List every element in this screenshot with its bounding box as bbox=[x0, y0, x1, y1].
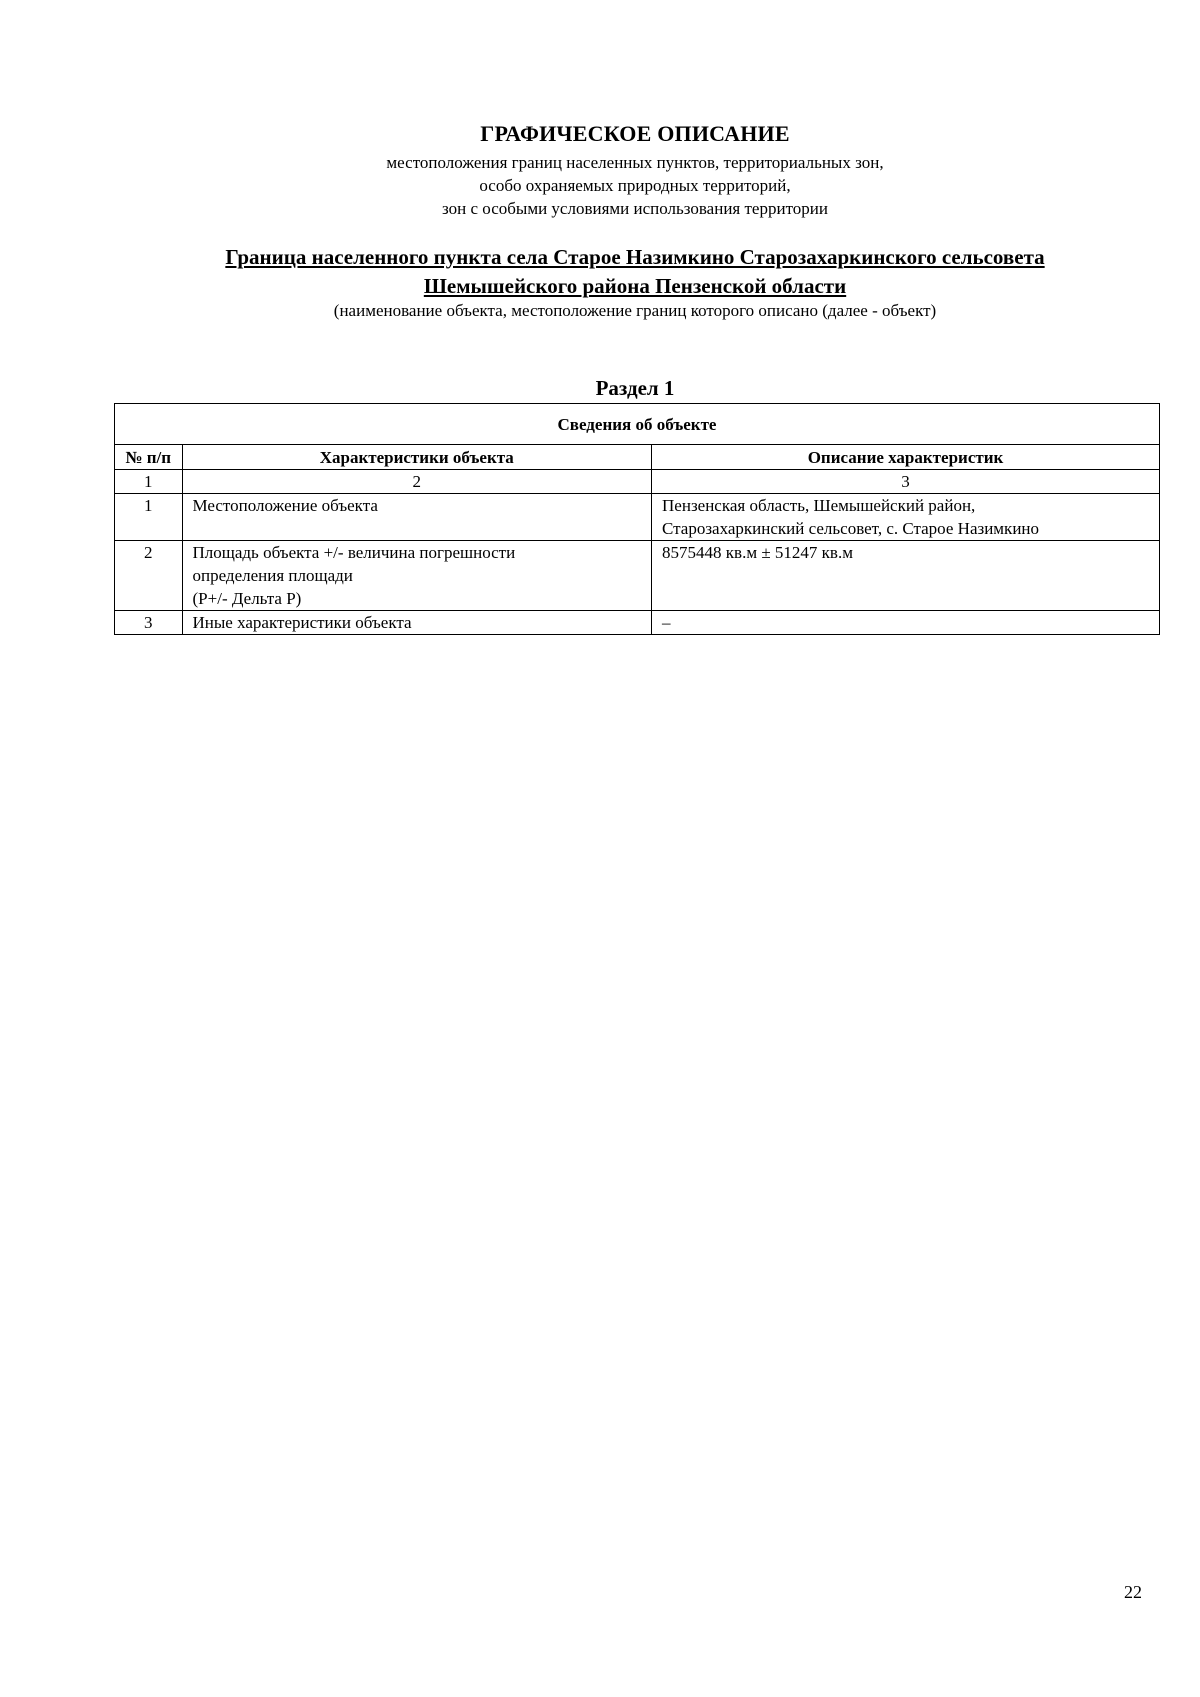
table-row bbox=[115, 541, 1160, 611]
table-caption: Сведения об объекте bbox=[115, 404, 1160, 445]
header-number: № п/п bbox=[115, 445, 183, 470]
column-number: 2 bbox=[182, 470, 652, 494]
document-subtitle bbox=[0, 151, 1200, 220]
table-caption-row bbox=[115, 404, 1160, 445]
subtitle-line: местоположения границ населенных пунктов, территориальных зон, bbox=[386, 153, 884, 172]
column-number: 1 bbox=[115, 470, 183, 494]
cell-line: (P+/- Дельта P) bbox=[192, 589, 302, 608]
cell-line: Местоположение объекта bbox=[192, 496, 378, 515]
table-header-row bbox=[115, 445, 1160, 470]
cell-line: определения площади bbox=[192, 566, 353, 585]
cell-line: Площадь объекта +/- величина погрешности bbox=[192, 543, 516, 562]
row-description bbox=[652, 541, 1160, 611]
cell-line: – bbox=[662, 613, 671, 632]
header-characteristic: Характеристики объекта bbox=[182, 445, 652, 470]
cell-line: 8575448 кв.м ± 51247 кв.м bbox=[662, 543, 853, 562]
section-title: Раздел 1 bbox=[595, 376, 675, 400]
object-name-line: Граница населенного пункта села Старое Назимкино Старозахаркинского сельсовета bbox=[225, 245, 1045, 269]
page-number: 22 bbox=[1124, 1582, 1142, 1602]
object-name-line: Шемышейского района Пензенской области bbox=[423, 274, 847, 298]
object-name-note: (наименование объекта, местоположение границ которого описано (далее - объект) bbox=[333, 301, 937, 320]
cell-line: Пензенская область, Шемышейский район, bbox=[662, 496, 976, 515]
column-number-row bbox=[115, 470, 1160, 494]
cell-line: Старозахаркинский сельсовет, с. Старое Назимкино bbox=[662, 519, 1040, 538]
object-info-table bbox=[114, 403, 1160, 635]
row-number: 3 bbox=[115, 611, 183, 635]
row-number: 2 bbox=[115, 541, 183, 611]
row-description bbox=[652, 611, 1160, 635]
row-characteristic bbox=[182, 494, 652, 541]
subtitle-line: особо охраняемых природных территорий, bbox=[479, 176, 791, 195]
row-characteristic bbox=[182, 541, 652, 611]
cell-line: Иные характеристики объекта bbox=[192, 613, 412, 632]
row-number: 1 bbox=[115, 494, 183, 541]
header-description: Описание характеристик bbox=[652, 445, 1160, 470]
document-title: ГРАФИЧЕСКОЕ ОПИСАНИЕ bbox=[480, 121, 790, 146]
table-row bbox=[115, 611, 1160, 635]
row-description bbox=[652, 494, 1160, 541]
column-number: 3 bbox=[652, 470, 1160, 494]
object-name bbox=[0, 243, 1200, 301]
row-characteristic bbox=[182, 611, 652, 635]
table-row bbox=[115, 494, 1160, 541]
subtitle-line: зон с особыми условиями использования территории bbox=[442, 199, 828, 218]
